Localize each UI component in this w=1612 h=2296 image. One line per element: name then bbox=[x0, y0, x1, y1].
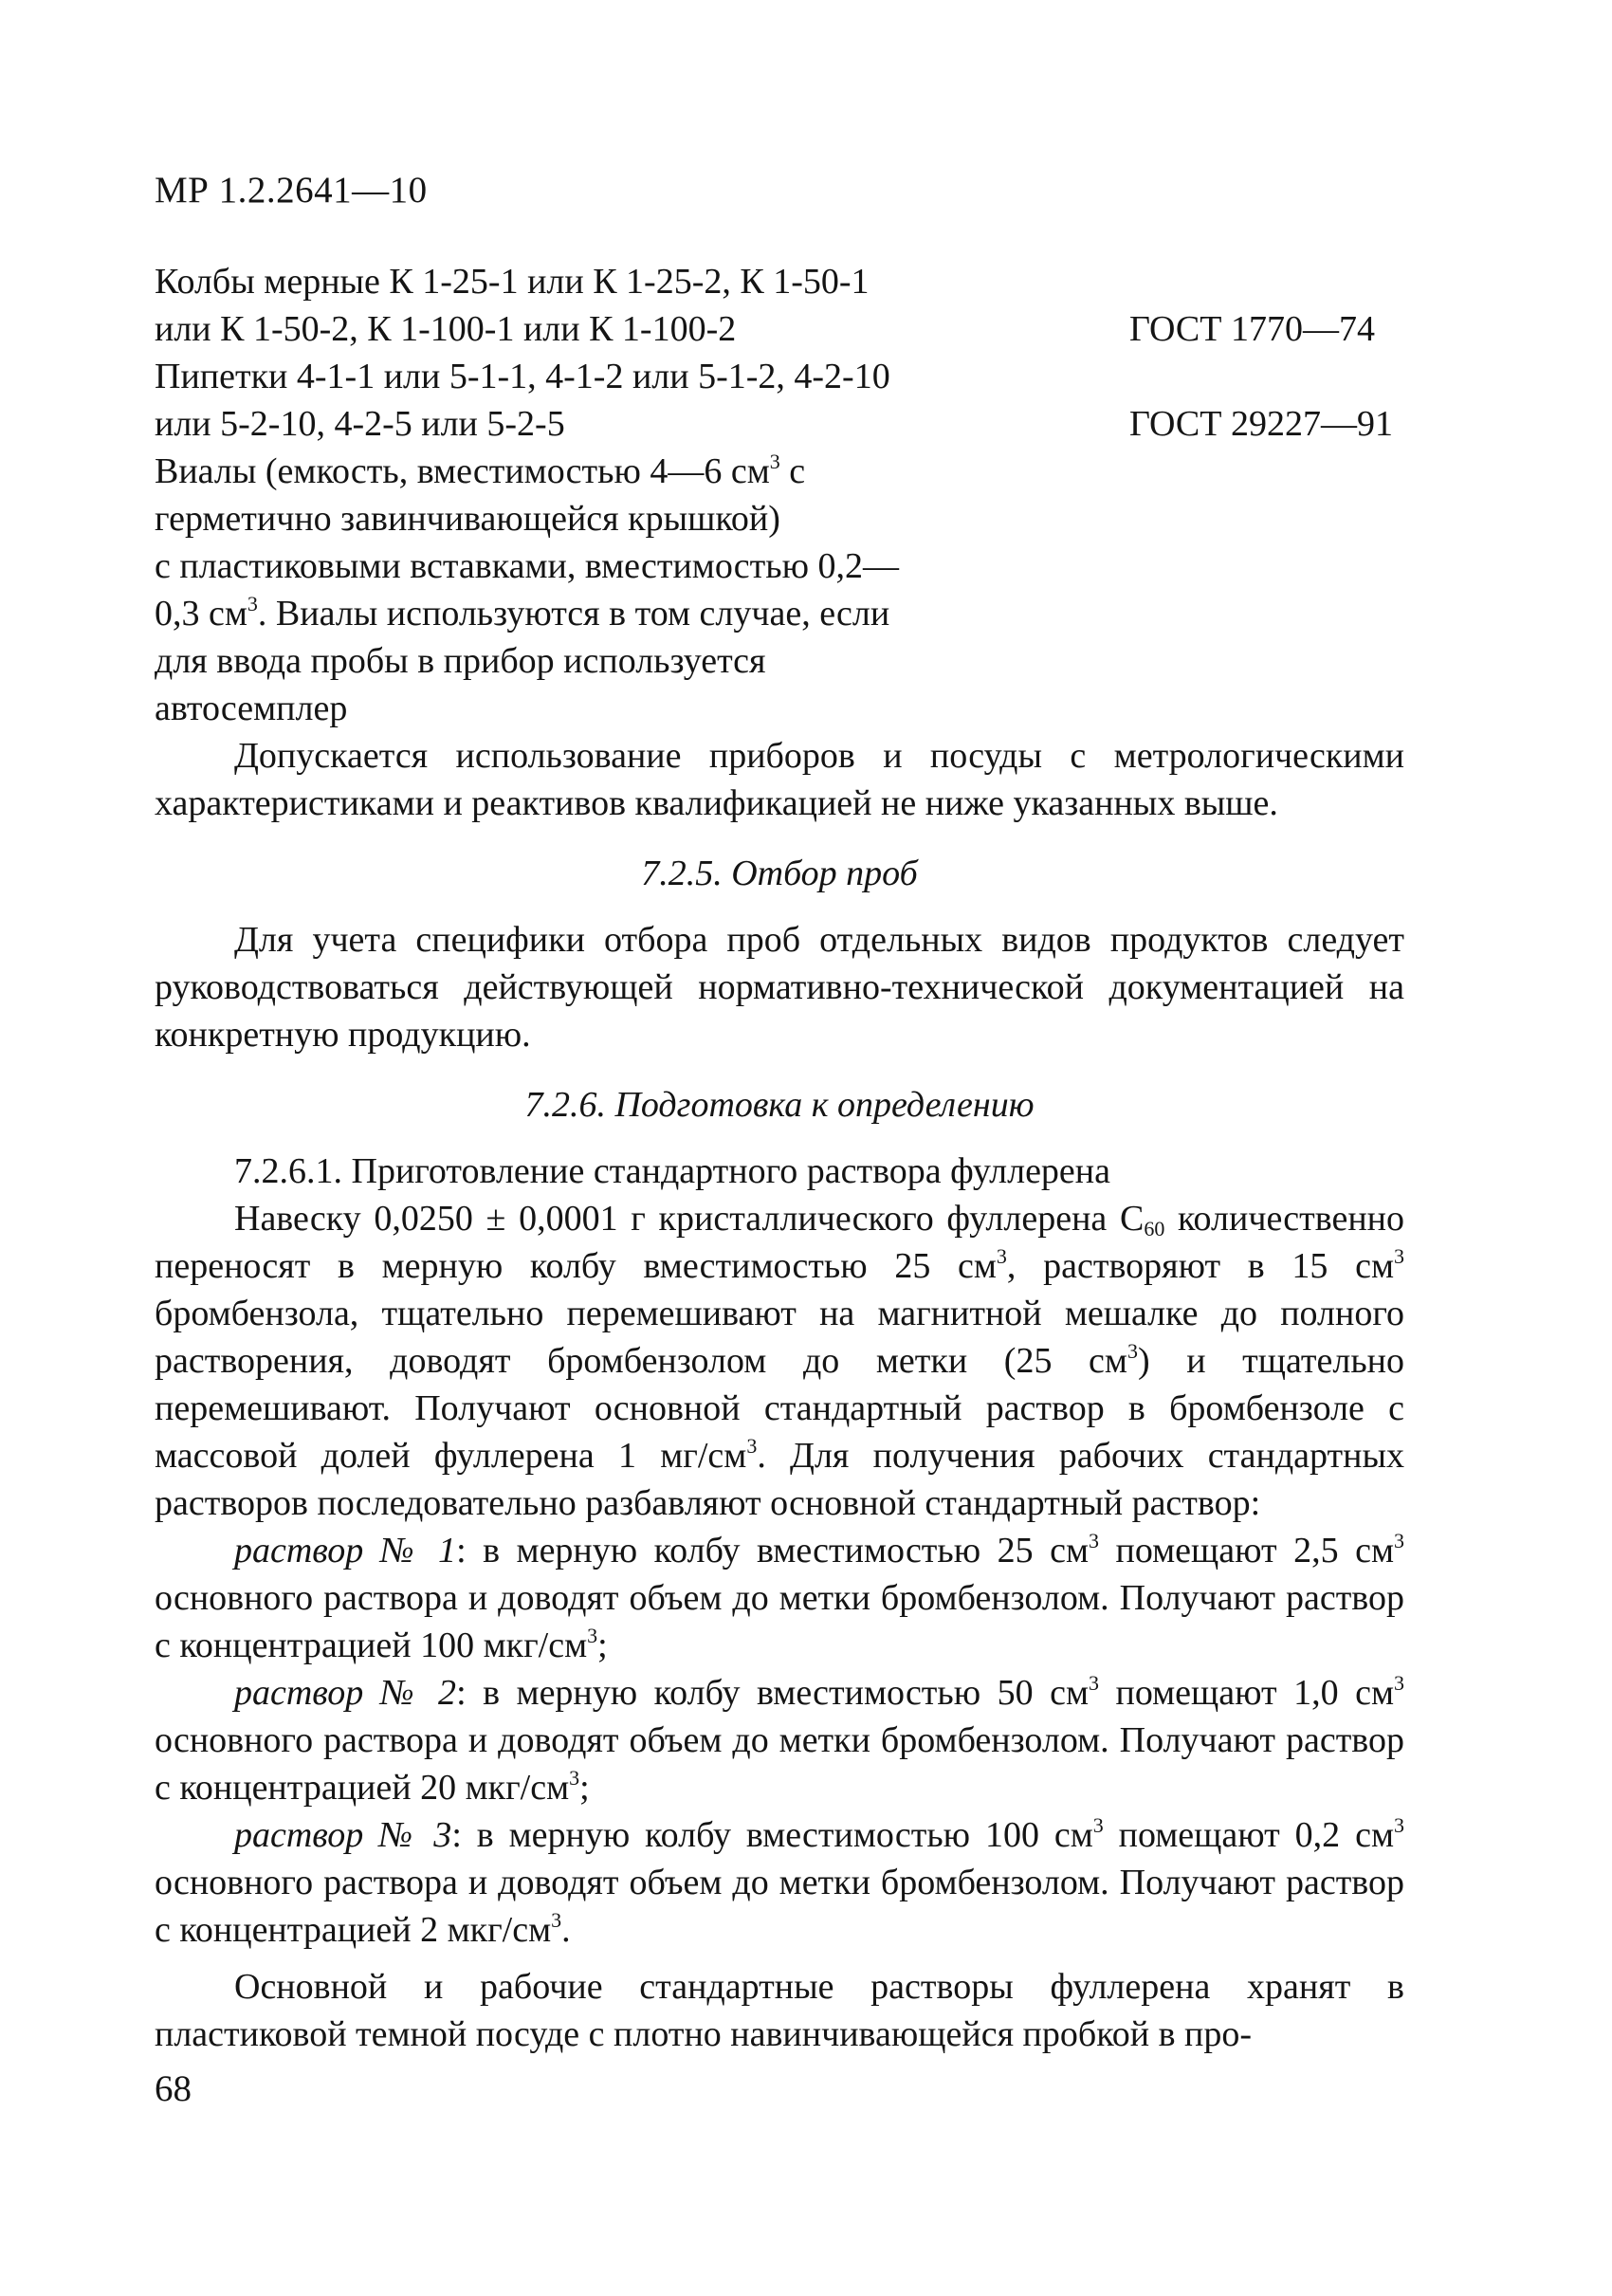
storage-paragraph: Основной и рабочие стандартные растворы фуллерена хранят в пластиковой темной посуде с плотно навинчивающейся пробкой в про- bbox=[155, 1967, 1404, 2054]
equipment-line: автосемплер bbox=[155, 689, 348, 728]
subsection-title-7-2-6-1: 7.2.6.1. Приготовление стандартного раствора фуллерена bbox=[234, 1151, 1111, 1191]
equipment-line: Пипетки 4-1-1 или 5-1-1, 4-1-2 или 5-1-2, 4-2-10 bbox=[155, 357, 890, 396]
equipment-line: или 5-2-10, 4-2-5 или 5-2-5 bbox=[155, 404, 565, 444]
solution-label: раствор № 1 bbox=[234, 1531, 457, 1570]
equipment-item-vials bbox=[155, 448, 1404, 732]
equipment-standard: ГОСТ 1770—74 bbox=[1129, 309, 1375, 349]
solution-paragraph-3: раствор № 3: в мерную колбу вместимостью 100 $см^3$ помещают 0,2 $см^3$ основного раствора и доводят объем до метки бромбензолом. Получают раствор с концентрацией 2 мкг/$см^3$. bbox=[155, 1813, 1404, 1950]
page-number: 68 bbox=[155, 2068, 192, 2109]
equipment-item-pipettes bbox=[155, 353, 1404, 448]
page-body bbox=[155, 258, 1404, 2058]
preparation-paragraph: Навеску 0,0250 ± 0,0001 г кристаллического фуллерена $С_{60}$ количественно переносят в мерную колбу вместимостью 25 $см^3$, растворяют в 15 $см^3$ бромбензола, тщательно перемешивают на магнитной мешалке до полного растворения, доводят бромбензолом до метки (25 $см^3$) и тщательно перемешивают. Получают основной стандартный раствор в бромбензоле с массовой долей фуллерена 1 $мг/см^3$. Для получения рабочих стандартных растворов последовательно разбавляют основной стандартный раствор: bbox=[155, 1199, 1405, 1523]
equipment-line: для ввода пробы в прибор используется bbox=[155, 641, 766, 681]
equipment-line: герметично завинчивающейся крышкой) bbox=[155, 499, 780, 539]
equipment-item-flasks bbox=[155, 258, 1404, 353]
solution-label: раствор № 2 bbox=[234, 1673, 457, 1713]
section-heading-7-2-5: 7.2.5. Отбор проб bbox=[641, 854, 918, 893]
section-heading-7-2-6: 7.2.6. Подготовка к определению bbox=[524, 1085, 1035, 1125]
allowed-note-paragraph: Допускается использование приборов и посуды с метрологическими характеристиками и реактивов квалификацией не ниже указанных выше. bbox=[155, 736, 1404, 823]
sampling-paragraph: Для учета специфики отбора проб отдельных видов продуктов следует руководствоваться действующей нормативно-технической документацией на конкретную продукцию. bbox=[155, 920, 1404, 1055]
document-code-header: МР 1.2.2641—10 bbox=[155, 170, 428, 211]
equipment-line: Виалы (емкость, вместимостью 4—6 $см^3$ с bbox=[155, 450, 806, 491]
solution-paragraph-1: раствор № 1: в мерную колбу вместимостью 25 $см^3$ помещают 2,5 $см^3$ основного раствора и доводят объем до метки бромбензолом. Получают раствор с концентрацией 100 мкг/$см^3$; bbox=[155, 1529, 1404, 1665]
equipment-line: или К 1-50-2, К 1-100-1 или К 1-100-2 bbox=[155, 309, 737, 349]
equipment-line: с пластиковыми вставками, вместимостью 0,2— bbox=[155, 546, 899, 586]
equipment-line: 0,3 $см^3$. Виалы используются в том случае, если bbox=[155, 592, 890, 634]
equipment-line: Колбы мерные К 1-25-1 или К 1-25-2, К 1-50-1 bbox=[155, 262, 870, 302]
solution-paragraph-2: раствор № 2: в мерную колбу вместимостью 50 $см^3$ помещают 1,0 $см^3$ основного раствора и доводят объем до метки бромбензолом. Получают раствор с концентрацией 20 мкг/$см^3$; bbox=[155, 1671, 1404, 1808]
solution-label: раствор № 3 bbox=[234, 1815, 452, 1855]
equipment-standard: ГОСТ 29227—91 bbox=[1129, 404, 1393, 444]
